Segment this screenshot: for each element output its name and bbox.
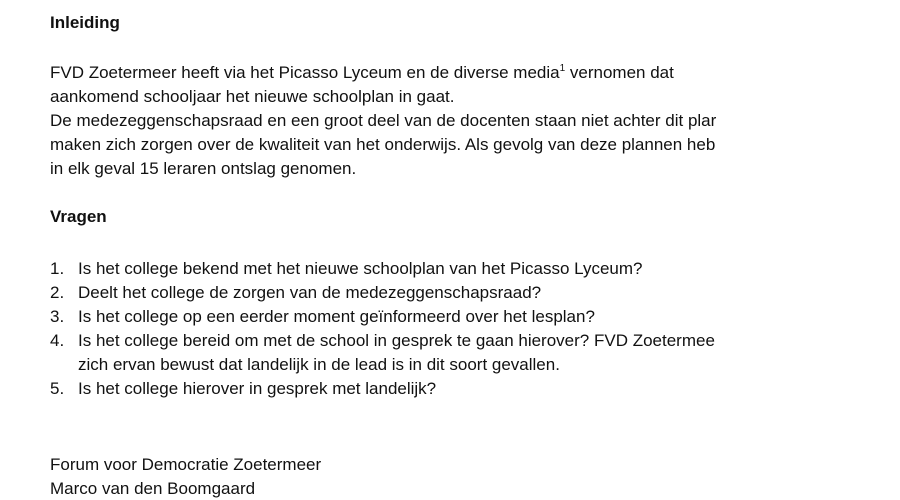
question-item-3 — [50, 306, 595, 328]
question-number: 1. — [50, 259, 65, 278]
question-text: Is het college hierover in gesprek met landelijk? — [78, 379, 437, 398]
intro-line-2: aankomend schooljaar het nieuwe schoolplan in gaat. — [50, 87, 455, 106]
question-number: 5. — [50, 379, 65, 398]
question-item-1 — [50, 258, 643, 280]
signature-organization: Forum voor Democratie Zoetermeer — [50, 455, 322, 474]
question-text: Deelt het college de zorgen van de medezeggenschapsraad? — [78, 283, 542, 302]
footnote-marker: 1 — [559, 63, 566, 74]
signature-name: Marco van den Boomgaard — [50, 479, 256, 498]
question-number: 3. — [50, 307, 65, 326]
intro-line-5: in elk geval 15 leraren ontslag genomen. — [50, 159, 357, 178]
question-item-5 — [50, 378, 436, 400]
intro-heading: Inleiding — [50, 13, 120, 32]
question-item-2 — [50, 282, 541, 304]
question-number: 4. — [50, 331, 65, 350]
intro-line-1-text: FVD Zoetermeer heeft via het Picasso Lyceum en de diverse media — [50, 63, 560, 82]
question-number: 2. — [50, 283, 65, 302]
question-item-4-continuation: zich ervan bewust dat landelijk in de lead is in dit soort gevallen. — [78, 355, 560, 374]
intro-line-3: De medezeggenschapsraad en een groot deel van de docenten staan niet achter dit plar — [50, 111, 717, 130]
intro-line-4: maken zich zorgen over de kwaliteit van het onderwijs. Als gevolg van deze plannen heb — [50, 135, 716, 154]
question-item-4 — [50, 330, 715, 352]
question-text: Is het college bereid om met de school in gesprek te gaan hierover? FVD Zoetermee — [78, 331, 715, 350]
intro-line-1-tail: vernomen dat — [565, 63, 674, 82]
questions-heading: Vragen — [50, 207, 107, 226]
question-text: Is het college op een eerder moment geïnformeerd over het lesplan? — [78, 307, 595, 326]
question-text: Is het college bekend met het nieuwe schoolplan van het Picasso Lyceum? — [78, 259, 643, 278]
intro-line-1 — [50, 62, 674, 84]
